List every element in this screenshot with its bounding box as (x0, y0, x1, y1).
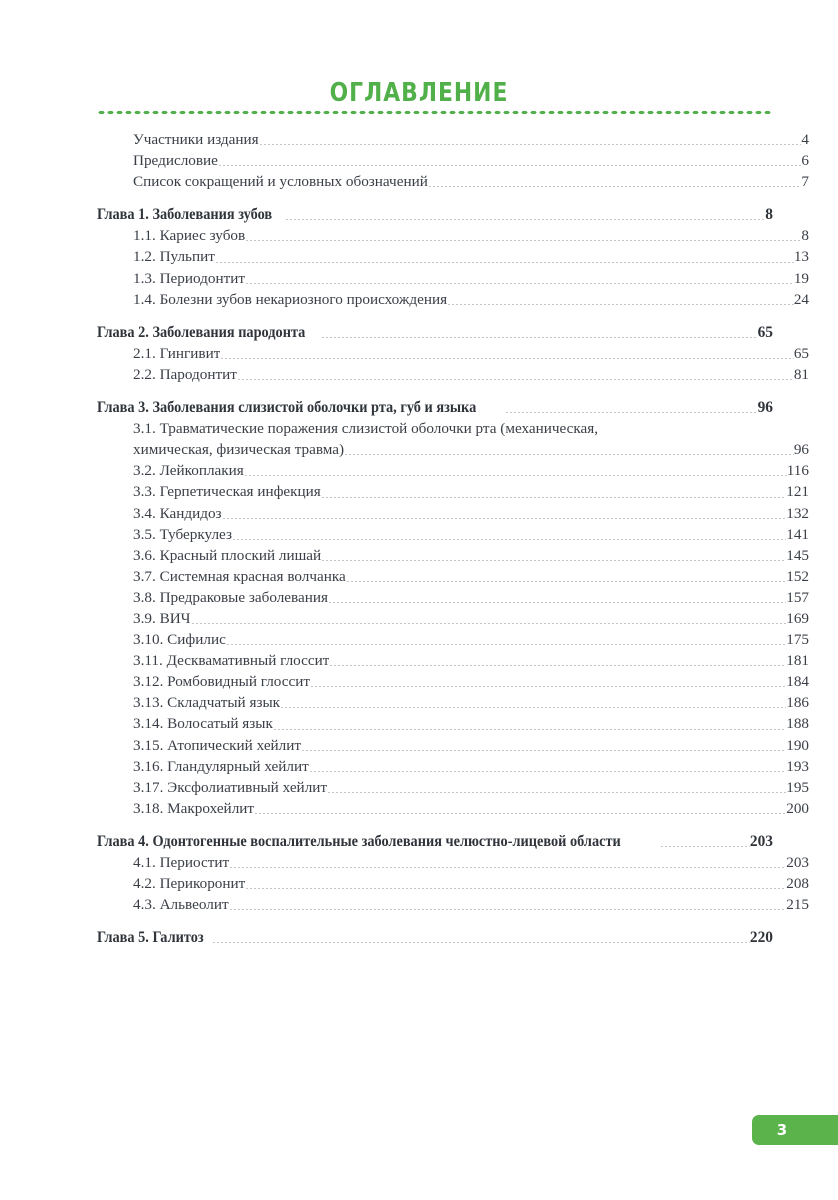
toc-leader-dots (309, 771, 786, 772)
toc-entry[interactable] (97, 460, 809, 481)
toc-leader-dots (346, 581, 786, 582)
toc-entry[interactable] (97, 566, 809, 587)
toc-entry-page-number: 203 (786, 854, 809, 871)
toc-leader-dots (244, 475, 787, 476)
toc-entry-page-number: 193 (786, 757, 809, 775)
toc-leader-dots (245, 240, 801, 241)
toc-entry-label: 4.3. Альвеолит (133, 896, 229, 914)
toc-entry-page-number: 96 (793, 441, 809, 459)
toc-entry[interactable] (97, 481, 809, 502)
toc-entry-page-number: 7 (801, 173, 809, 191)
toc-entry-page-number: 65 (757, 323, 773, 341)
toc-leader-dots (280, 707, 786, 708)
toc-entry[interactable] (97, 852, 809, 873)
toc-entry-page-number: 220 (749, 929, 773, 947)
toc-entry-page-number: 6 (801, 152, 809, 170)
toc-leader-dots (329, 665, 786, 666)
toc-entry-label: 3.6. Красный плоский лишай (133, 546, 322, 564)
toc-entry-page-number: 157 (786, 588, 809, 606)
toc-entry[interactable] (97, 777, 809, 798)
toc-entry-label: Список сокращений и условных обозначений (133, 173, 428, 191)
toc-entry-page-number: 215 (786, 896, 809, 914)
toc-entry-label: 3.11. Десквамативный глоссит (133, 652, 330, 670)
toc-entry[interactable] (97, 343, 809, 364)
toc-entry-page-number: 65 (793, 344, 809, 362)
toc-entry[interactable] (97, 756, 809, 777)
toc-leader-dots (505, 412, 758, 413)
toc-entry-page-number: 181 (786, 652, 809, 670)
toc-entry-label: 3.9. ВИЧ (133, 609, 191, 627)
toc-entry-label: 3.1. Травматические поражения слизистой оболочки рта (механическая, (133, 420, 599, 438)
toc-entry[interactable] (97, 545, 809, 566)
toc-entry[interactable] (97, 246, 809, 267)
toc-entry-label: 1.3. Периодонтит (133, 269, 246, 287)
toc-leader-dots (310, 686, 786, 687)
toc-entry-label: 3.17. Эксфолиативный хейлит (133, 778, 328, 796)
toc-entry-label: химическая, физическая травма) (133, 441, 345, 459)
toc-entry-page-number: 8 (765, 206, 773, 224)
title-dotted-rule (97, 110, 771, 115)
toc-entry[interactable] (97, 364, 809, 385)
toc-entry[interactable] (97, 608, 809, 629)
toc-entry-label: 3.13. Складчатый язык (133, 694, 281, 712)
toc-entry[interactable] (97, 129, 809, 150)
toc-entry-page-number: 175 (786, 631, 809, 649)
toc-entry[interactable] (97, 798, 809, 819)
toc-leader-dots (254, 813, 786, 814)
toc-entry-page-number: 169 (786, 609, 809, 627)
toc-leader-dots (660, 846, 750, 847)
toc-leader-dots (245, 283, 794, 284)
toc-chapter-entry[interactable] (97, 831, 773, 852)
toc-leader-dots (191, 623, 787, 624)
toc-entry-page-number: 200 (786, 799, 809, 817)
toc-entry-label: 4.2. Перикоронит (133, 875, 246, 893)
toc-leader-dots (259, 144, 802, 145)
toc-entry-label: 3.10. Сифилис (133, 631, 226, 649)
page-title: ОГЛАВЛЕНИЕ (329, 78, 509, 108)
toc-leader-dots (218, 165, 801, 166)
toc-entry-page-number: 186 (786, 694, 809, 712)
toc-entry-label: 3.3. Герпетическая инфекция (133, 483, 321, 501)
toc-entry[interactable] (97, 692, 809, 713)
toc-entry-label: Глава 2. Заболевания пародонта (97, 323, 306, 341)
toc-entry-label: 2.2. Пародонтит (133, 365, 237, 383)
toc-entry-label: 4.1. Периостит (133, 854, 230, 871)
toc-chapter-entry[interactable] (97, 927, 773, 948)
toc-entry-page-number: 13 (793, 248, 809, 266)
toc-chapter-entry[interactable] (97, 397, 773, 418)
toc-entry-label: Участники издания (133, 131, 259, 148)
toc-leader-dots (226, 644, 786, 645)
toc-entry[interactable] (97, 171, 809, 192)
toc-entry-page-number: 203 (749, 832, 773, 850)
toc-entry-page-number: 4 (801, 131, 809, 148)
toc-leader-dots (215, 262, 794, 263)
toc-leader-dots (222, 518, 787, 519)
toc-entry-label: 3.16. Гландулярный хейлит (133, 757, 309, 775)
toc-entry-page-number: 96 (757, 399, 773, 417)
toc-leader-dots (301, 750, 786, 751)
toc-entry-page-number: 81 (793, 365, 809, 383)
toc-leader-dots (220, 358, 793, 359)
toc-entry-page-number: 121 (786, 483, 809, 501)
toc-leader-dots (321, 560, 786, 561)
toc-entry[interactable] (97, 735, 809, 756)
page-number-label: 3 (776, 1121, 788, 1139)
toc-leader-dots (229, 909, 787, 910)
toc-entry-label: Глава 3. Заболевания слизистой оболочки рта, губ и языка (97, 399, 477, 417)
toc-entry[interactable] (97, 629, 809, 650)
toc-chapter-entry[interactable] (97, 204, 773, 225)
toc-entry[interactable] (97, 418, 809, 439)
toc-leader-dots (321, 497, 786, 498)
toc-leader-dots (328, 602, 786, 603)
toc-entry[interactable] (97, 268, 809, 289)
toc-entry-label: Предисловие (133, 152, 218, 170)
toc-entry-label: 3.12. Ромбовидный глоссит (133, 673, 311, 691)
toc-entry-page-number: 132 (786, 504, 809, 522)
toc-leader-dots (237, 379, 794, 380)
toc-entry-label: 3.14. Волосатый язык (133, 715, 273, 733)
toc-leader-dots (428, 186, 802, 187)
toc-leader-dots (212, 942, 750, 943)
toc-leader-dots (447, 304, 794, 305)
table-of-contents-list (97, 129, 809, 948)
toc-entry[interactable] (97, 439, 809, 460)
toc-entry-label: 3.5. Туберкулез (133, 525, 232, 543)
toc-chapter-entry[interactable] (97, 322, 773, 343)
toc-entry[interactable] (97, 503, 809, 524)
toc-entry-label: 3.2. Лейкоплакия (133, 462, 244, 480)
toc-entry[interactable] (97, 225, 809, 246)
toc-entry-label: 3.15. Атопический хейлит (133, 736, 302, 754)
toc-entry[interactable] (97, 650, 809, 671)
page-number-badge (752, 1115, 838, 1145)
toc-entry-label: 3.7. Системная красная волчанка (133, 567, 346, 585)
toc-entry-page-number: 195 (786, 778, 809, 796)
toc-entry-label: Глава 5. Галитоз (97, 929, 204, 947)
toc-entry-label: Глава 4. Одонтогенные воспалительные заболевания челюстно-лицевой области (97, 832, 621, 850)
toc-entry-page-number: 188 (786, 715, 809, 733)
toc-entry-page-number: 24 (793, 290, 809, 308)
toc-entry-label: 3.18. Макрохейлит (133, 799, 255, 817)
toc-entry-page-number: 116 (786, 462, 809, 480)
toc-entry[interactable] (97, 587, 809, 608)
toc-leader-dots (273, 729, 786, 730)
toc-entry-page-number: 184 (786, 673, 809, 691)
toc-entry-page-number: 141 (786, 525, 809, 543)
toc-entry-label: Глава 1. Заболевания зубов (97, 206, 273, 224)
toc-leader-dots (321, 337, 758, 338)
toc-leader-dots (285, 219, 765, 220)
toc-entry[interactable] (97, 150, 809, 171)
toc-entry-page-number: 19 (793, 269, 809, 287)
toc-entry-label: 1.4. Болезни зубов некариозного происхождения (133, 290, 448, 308)
toc-entry-label: 3.4. Кандидоз (133, 504, 222, 522)
toc-entry-label: 1.1. Кариес зубов (133, 227, 246, 245)
toc-entry-page-number: 208 (786, 875, 809, 893)
toc-entry-page-number: 145 (786, 546, 809, 564)
toc-leader-dots (327, 792, 786, 793)
toc-entry[interactable] (97, 289, 809, 310)
toc-entry-label: 3.8. Предраковые заболевания (133, 588, 328, 606)
toc-entry-page-number: 152 (786, 567, 809, 585)
toc-leader-dots (245, 888, 786, 889)
toc-entry-label: 2.1. Гингивит (133, 344, 221, 362)
toc-entry-label: 1.2. Пульпит (133, 248, 215, 266)
toc-leader-dots (229, 867, 786, 868)
toc-leader-dots (344, 454, 794, 455)
toc-leader-dots (232, 539, 786, 540)
toc-entry[interactable] (97, 894, 809, 915)
toc-entry-page-number: 8 (801, 227, 809, 245)
toc-entry-page-number: 190 (786, 736, 809, 754)
toc-entry[interactable] (97, 873, 809, 894)
toc-entry[interactable] (97, 671, 809, 692)
toc-entry[interactable] (97, 713, 809, 734)
toc-entry[interactable] (97, 524, 809, 545)
